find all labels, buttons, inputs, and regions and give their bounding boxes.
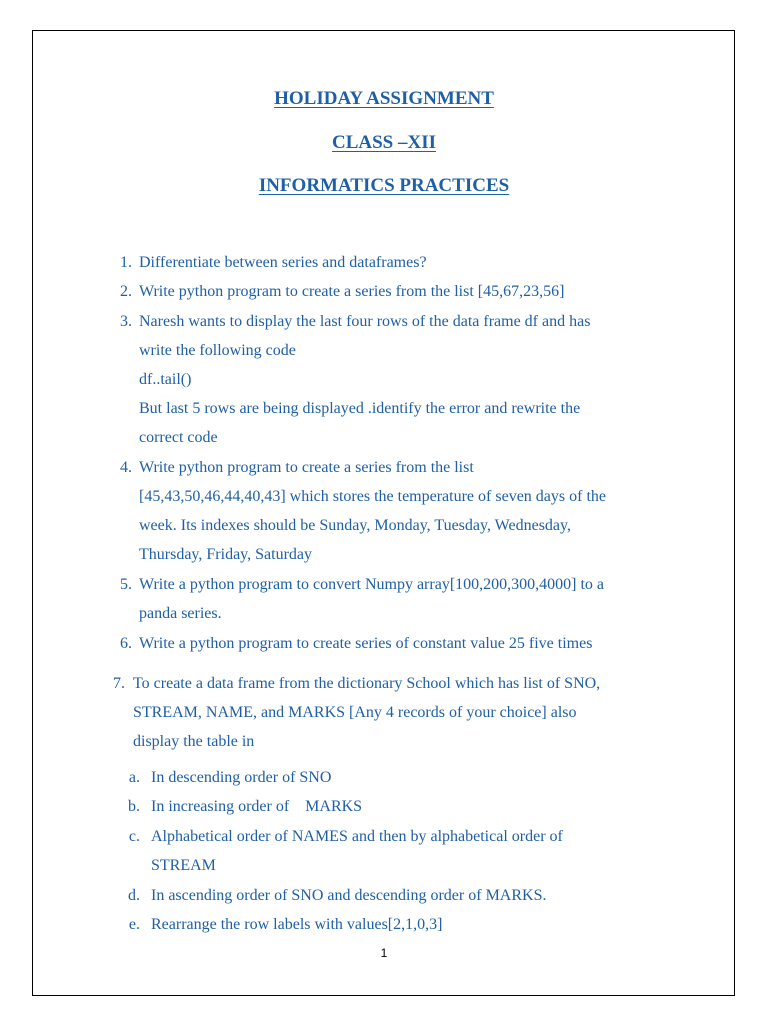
question-number: 7. bbox=[113, 675, 125, 692]
question-number: 5. bbox=[120, 576, 132, 593]
question-text: Write a python program to convert Numpy array[100,200,300,4000] to a bbox=[139, 576, 605, 593]
question-text: Write python program to create a series from the list bbox=[139, 459, 474, 476]
subitem-text: STREAM bbox=[151, 857, 216, 874]
subitem-letter: d. bbox=[128, 887, 140, 904]
question-text: Naresh wants to display the last four rows of the data frame df and has bbox=[139, 313, 591, 330]
question-number: 3. bbox=[120, 313, 132, 330]
question-text: display the table in bbox=[133, 733, 255, 750]
question-text: write the following code bbox=[139, 342, 296, 359]
question-text: But last 5 rows are being displayed .identify the error and rewrite the bbox=[139, 400, 581, 417]
class-heading: CLASS –XII bbox=[331, 132, 436, 153]
question-text: week. Its indexes should be Sunday, Monday, Tuesday, Wednesday, bbox=[139, 517, 571, 534]
document-title: HOLIDAY ASSIGNMENT bbox=[274, 88, 494, 109]
subject-heading: INFORMATICS PRACTICES bbox=[258, 175, 510, 196]
question-text: Thursday, Friday, Saturday bbox=[139, 546, 312, 563]
question-text: panda series. bbox=[139, 605, 222, 622]
subitem-letter: a. bbox=[128, 769, 140, 786]
subitem-text: Alphabetical order of NAMES and then by alphabetical order of bbox=[151, 828, 563, 845]
question-number: 2. bbox=[120, 283, 132, 300]
question-text: [45,43,50,46,44,40,43] which stores the temperature of seven days of the bbox=[139, 488, 606, 505]
question-text: Write a python program to create series of constant value 25 five times bbox=[139, 635, 593, 652]
subitem-letter: e. bbox=[128, 916, 140, 933]
subitem-text: In descending order of SNO bbox=[151, 769, 332, 786]
subitem-letter: c. bbox=[128, 828, 140, 845]
question-text: Differentiate between series and dataframes? bbox=[139, 254, 427, 271]
question-number: 4. bbox=[120, 459, 132, 476]
subitem-text: Rearrange the row labels with values[2,1,0,3] bbox=[151, 916, 443, 933]
question-number: 6. bbox=[120, 635, 132, 652]
question-text: STREAM, NAME, and MARKS [Any 4 records of your choice] also bbox=[133, 704, 577, 721]
question-text: correct code bbox=[139, 429, 218, 446]
subitem-text: In ascending order of SNO and descending order of MARKS. bbox=[151, 887, 547, 904]
subitem-text: In increasing order of MARKS bbox=[151, 798, 363, 815]
question-number: 1. bbox=[120, 254, 132, 271]
question-code: df..tail() bbox=[139, 371, 192, 388]
page-number: 1 bbox=[380, 946, 388, 960]
question-text: Write python program to create a series from the list [45,67,23,56] bbox=[139, 283, 565, 300]
question-text: To create a data frame from the dictionary School which has list of SNO, bbox=[133, 675, 601, 692]
subitem-letter: b. bbox=[128, 798, 140, 815]
